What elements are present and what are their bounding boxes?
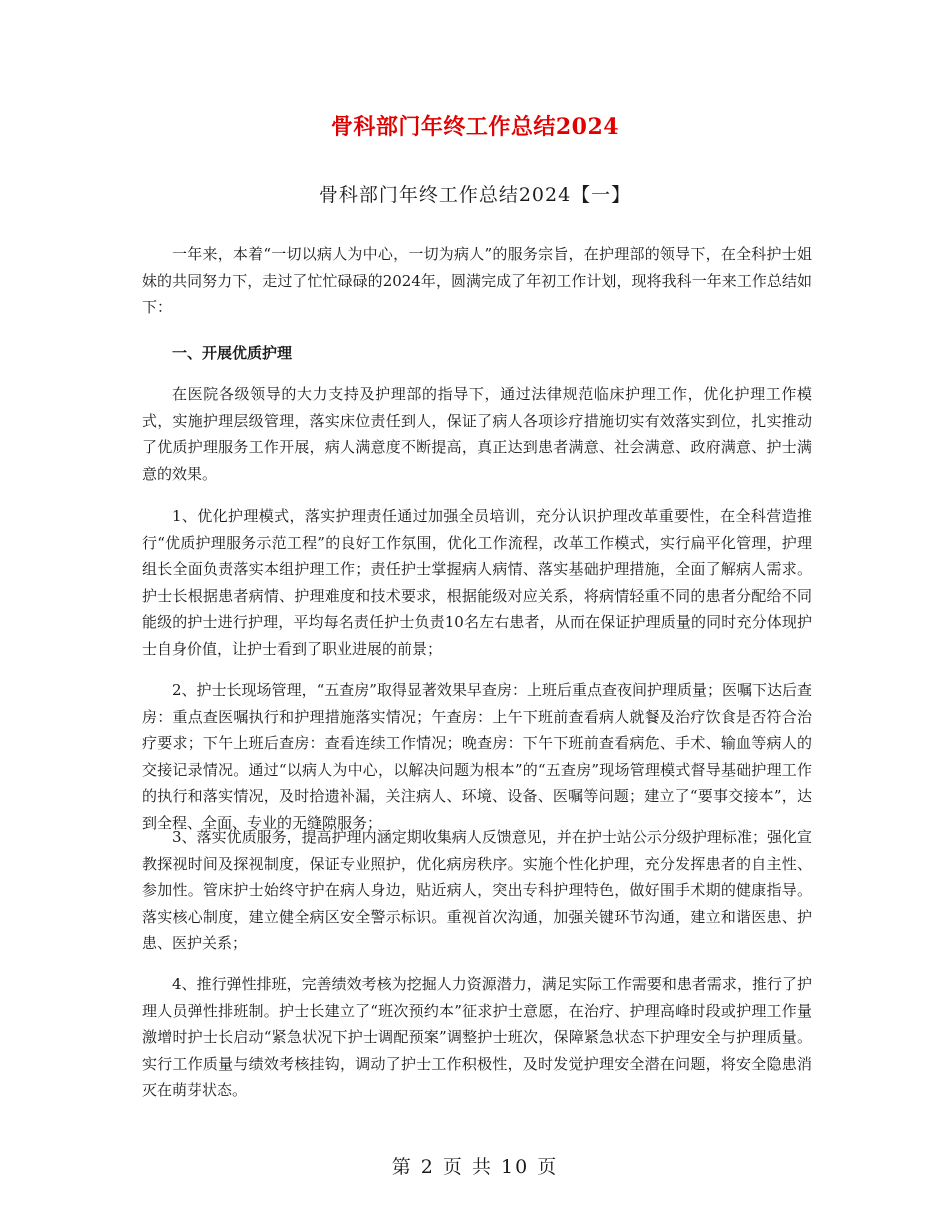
section-paragraph: 在医院各级领导的大力支持及护理部的指导下，通过法律规范临床护理工作，优化护理工作模式，实施护理层级管理，落实床位责任到人，保证了病人各项诊疗措施切实有效落实到位，扎实推动了优质护理服务工作开展，病人满意度不断提高，真正达到患者满意、社会满意、政府满意、护士满意的效果。	[142, 385, 812, 483]
item-4-paragraph: 4、推行弹性排班，完善绩效考核为挖掘人力资源潜力，满足实际工作需要和患者需求，推行了护理人员弹性排班制。护士长建立了“班次预约本”征求护士意愿，在治疗、护理高峰时段或护理工作量激增时护士长启动“紧急状况下护士调配预案”调整护士班次，保障紧急状态下护理安全与护理质量。实行工作质量与绩效考核挂钩，调动了护士工作积极性，及时发觉护理安全潜在问题，将安全隐患消灭在萌芽状态。	[142, 975, 812, 1099]
section-heading: 一、开展优质护理	[172, 344, 293, 362]
item-1-paragraph: 1、优化护理模式，落实护理责任通过加强全员培训，充分认识护理改革重要性，在全科营造推行“优质护理服务示范工程”的良好工作氛围，优化工作流程，改革工作模式，实行扁平化管理，护理组长全面负责落实本组护理工作；责任护士掌握病人病情、落实基础护理措施，全面了解病人需求。护士长根据患者病情、护理难度和技术要求，根据能级对应关系，将病情轻重不同的患者分配给不同能级的护士进行护理，平均每名责任护士负责10名左右患者，从而在保证护理质量的同时充分体现护士自身价值，让护士看到了职业进展的前景；	[142, 507, 812, 658]
item-3-paragraph: 3、落实优质服务，提高护理内涵定期收集病人反馈意见，并在护士站公示分级护理标准；强化宣教探视时间及探视制度，保证专业照护，优化病房秩序。实施个性化护理，充分发挥患者的自主性、参加性。管床护士始终守护在病人身边，贴近病人，突出专科护理特色，做好围手术期的健康指导。落实核心制度，建立健全病区安全警示标识。重视首次沟通，加强关键环节沟通，建立和谐医患、护患、医护关系；	[142, 828, 812, 952]
document-title: 骨科部门年终工作总结2024	[330, 114, 620, 140]
page-number: 第 2 页 共 10 页	[391, 1156, 559, 1178]
item-2-paragraph: 2、护士长现场管理，“五查房”取得显著效果早查房：上班后重点查夜间护理质量；医嘱下达后查房：重点查医嘱执行和护理措施落实情况；午查房：上午下班前查看病人就餐及治疗饮食是否符合治疗要求；下午上班后查房：查看连续工作情况；晚查房：下午下班前查看病危、手术、输血等病人的交接记录情况。通过“以病人为中心，以解决问题为根本”的“五查房”现场管理模式督导基础护理工作的执行和落实情况，及时拾遗补漏，关注病人、环境、设备、医嘱等问题；建立了“要事交接本”，达到全程、全面、专业的无缝隙服务；	[142, 681, 812, 832]
section-title: 骨科部门年终工作总结2024【一】	[318, 184, 632, 206]
intro-paragraph: 一年来，本着“一切以病人为中心，一切为病人”的服务宗旨，在护理部的领导下，在全科护士姐妹的共同努力下，走过了忙忙碌碌的2024年，圆满完成了年初工作计划，现将我科一年来工作总结如下：	[142, 245, 812, 316]
